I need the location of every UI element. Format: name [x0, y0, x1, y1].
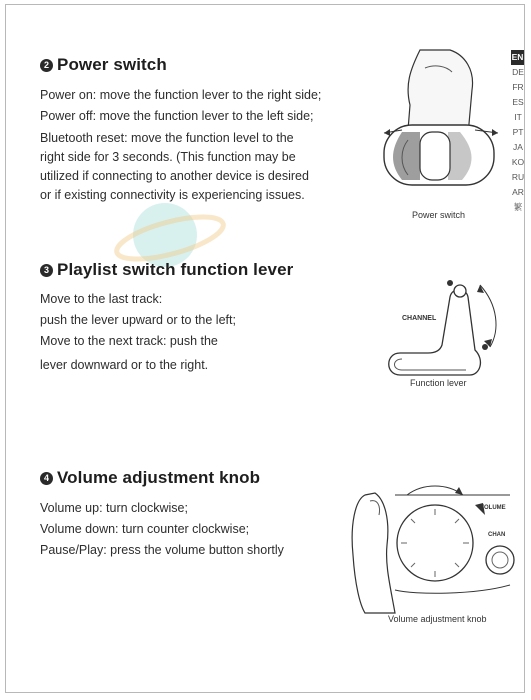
body-line: Bluetooth reset: move the function level to the: [40, 131, 294, 145]
language-item[interactable]: IT: [514, 112, 522, 122]
body-line: push the lever upward or to the left;: [40, 313, 236, 327]
section-number-badge: 2: [40, 59, 53, 72]
body-line: or if existing connectivity is experiencing issues.: [40, 188, 305, 202]
language-item[interactable]: AR: [512, 187, 524, 197]
power-switch-illustration: [380, 50, 505, 210]
language-item[interactable]: KO: [511, 157, 525, 167]
language-item[interactable]: PT: [512, 127, 524, 137]
caption-function-lever: Function lever: [410, 378, 467, 388]
section-title-playlist-switch: [40, 260, 293, 280]
language-index: [510, 50, 526, 215]
section-number-badge: 4: [40, 472, 53, 485]
section-title-text: Power switch: [57, 55, 167, 74]
body-line: right side for 3 seconds. (This function may be: [40, 150, 296, 164]
body-line: Volume down: turn counter clockwise;: [40, 522, 250, 536]
diagram-label-chan: CHAN: [488, 532, 506, 538]
body-line: lever downward or to the right.: [40, 358, 209, 372]
section-title-text: Playlist switch function lever: [57, 260, 294, 279]
body-line: Volume up: turn clockwise;: [40, 501, 188, 515]
language-item[interactable]: DE: [512, 67, 524, 77]
diagram-label-channel: CHANNEL: [402, 315, 437, 322]
body-line: Power off: move the function lever to the left side;: [40, 109, 314, 123]
language-item[interactable]: JA: [513, 142, 523, 152]
caption-volume-knob: Volume adjustment knob: [388, 614, 487, 624]
language-item[interactable]: ES: [512, 97, 524, 107]
language-item[interactable]: FR: [512, 82, 524, 92]
volume-knob-illustration: [335, 475, 510, 615]
section-title-text: Volume adjustment knob: [57, 468, 261, 487]
caption-power-switch: Power switch: [412, 210, 466, 220]
section-number-badge: 3: [40, 264, 53, 277]
body-line: Move to the next track: push the: [40, 334, 218, 348]
language-item[interactable]: RU: [511, 172, 525, 182]
section-title-power-switch: [40, 55, 167, 75]
body-line: Power on: move the function lever to the right side;: [40, 88, 322, 102]
section-title-volume-knob: [40, 468, 260, 488]
function-lever-illustration: [380, 275, 505, 385]
diagram-label-volume: VOLUME: [480, 505, 506, 511]
body-line: Pause/Play: press the volume button shortly: [40, 543, 284, 557]
body-line: Move to the last track:: [40, 292, 163, 306]
body-line: utilized if connecting to another device is desired: [40, 169, 309, 183]
language-item-active[interactable]: EN: [511, 50, 524, 65]
language-item[interactable]: 繁: [513, 202, 523, 212]
